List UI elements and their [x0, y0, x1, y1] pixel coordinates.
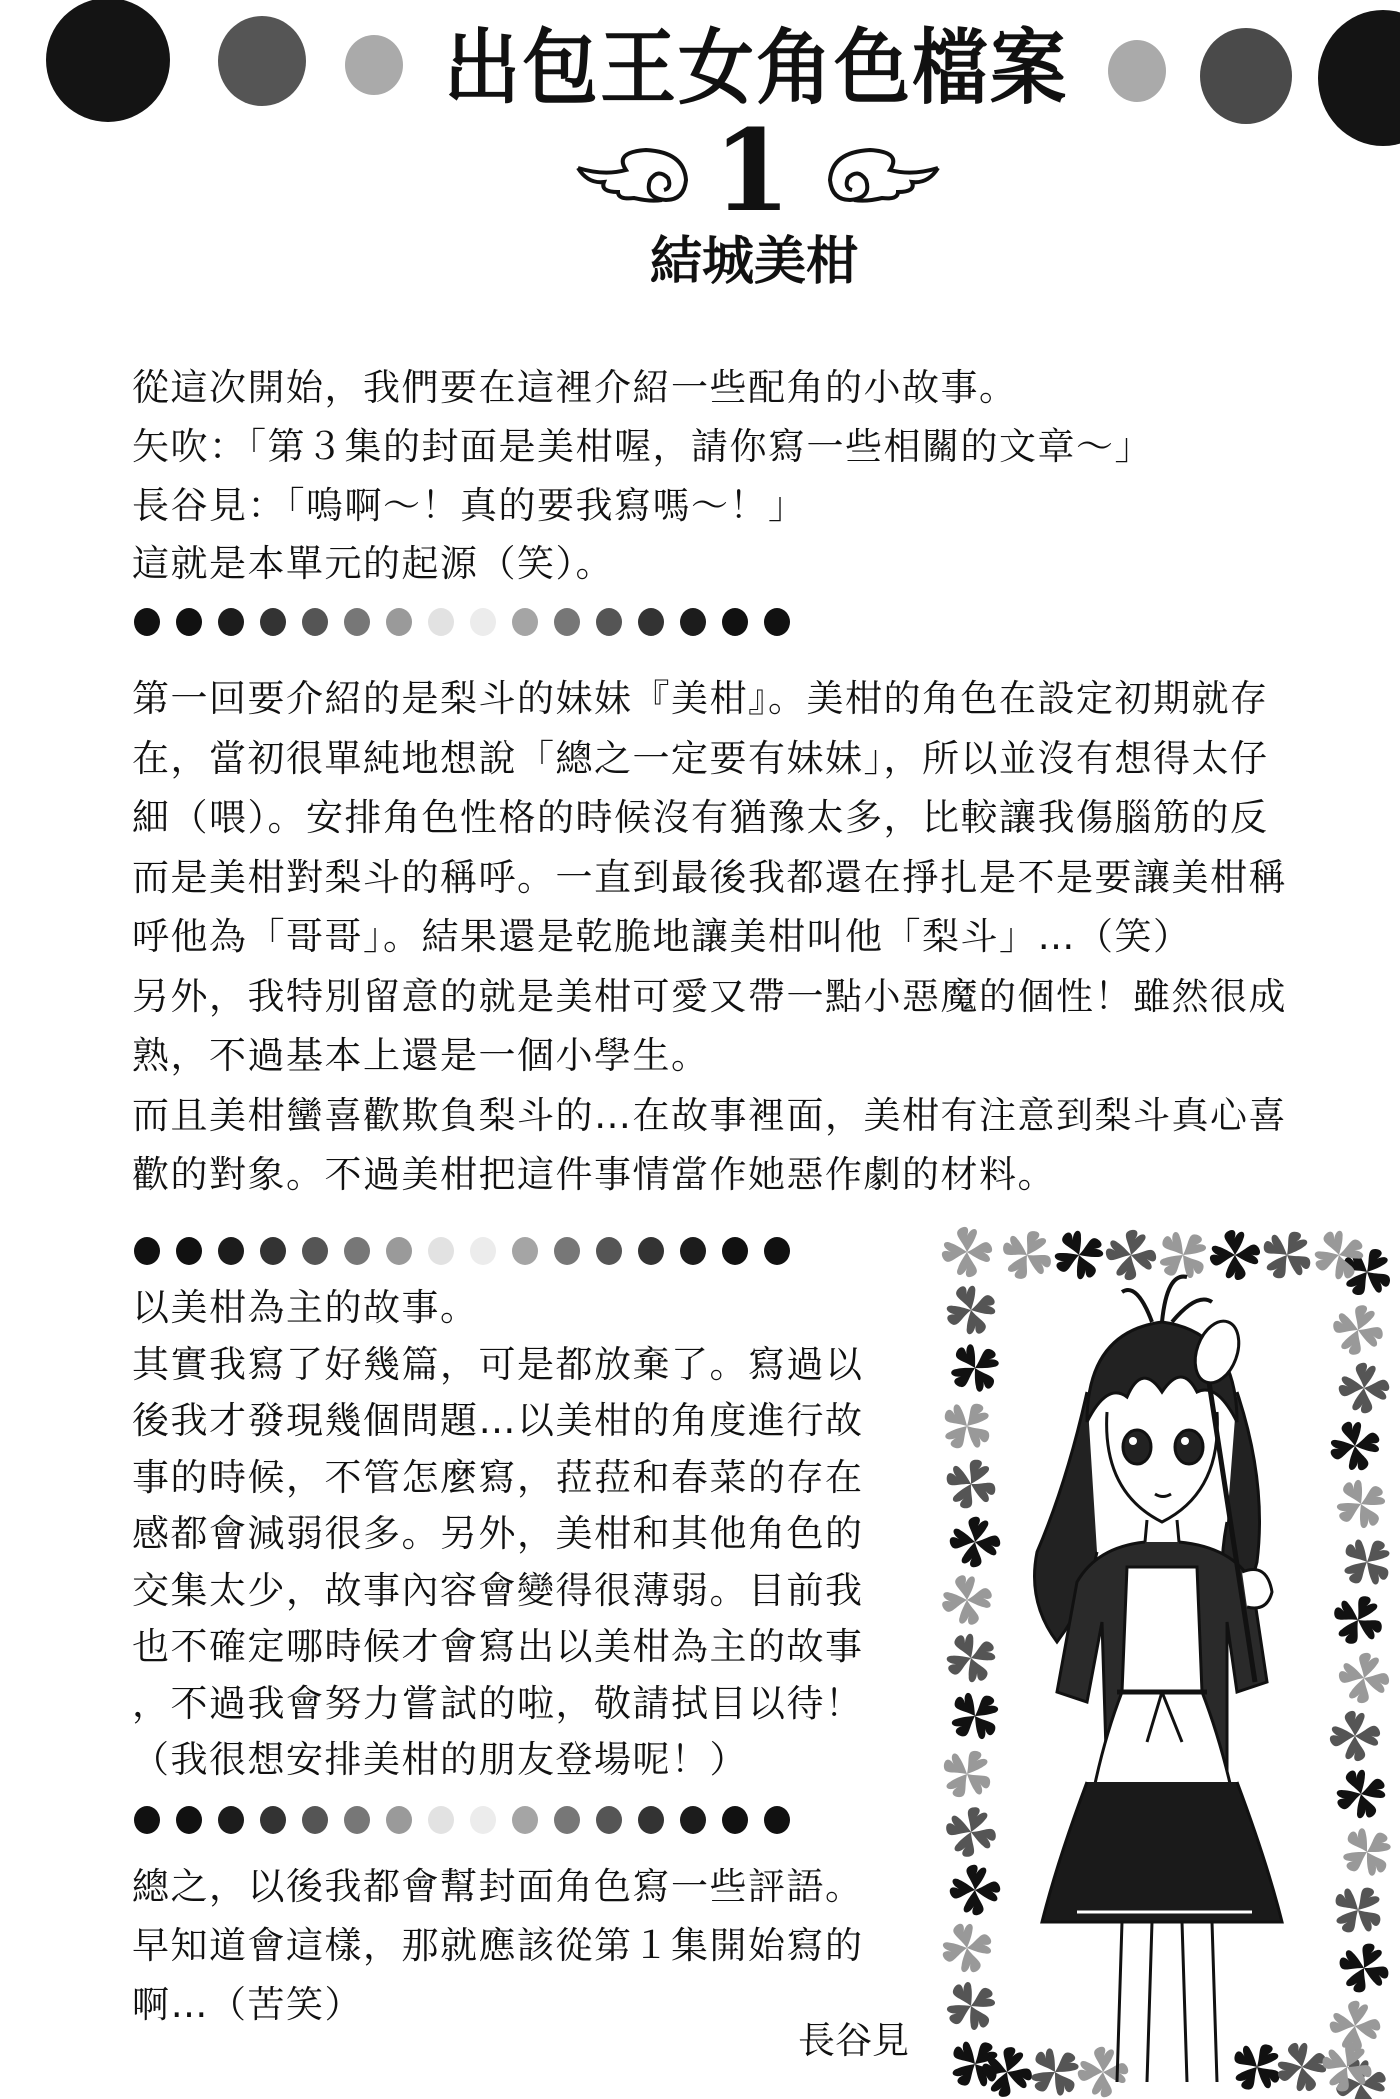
text-line: （我很想安排美柑的朋友登場呢！）	[132, 1738, 748, 1781]
clover-icon	[1252, 1222, 1322, 1290]
divider-dot	[344, 1806, 370, 1834]
clover-icon	[946, 1513, 1004, 1571]
divider-dot	[176, 1806, 202, 1834]
divider-dot	[260, 1237, 286, 1265]
divider-dot	[302, 1237, 328, 1265]
clover-icon	[1326, 1417, 1385, 1476]
text-line: 矢吹：「第３集的封面是美柑喔，請你寫一些相關的文章～」	[132, 424, 1153, 468]
text-line: 在，當初很單純地想說「總之一定要有妹妹」，所以並沒有想得太仔	[132, 736, 1269, 780]
divider-dot	[512, 1806, 538, 1834]
clover-icon	[939, 1572, 994, 1627]
decorative-circle-left-small	[345, 35, 403, 95]
divider-dot	[470, 1806, 496, 1834]
divider-dot	[176, 1237, 202, 1265]
divider-dot	[470, 608, 496, 636]
clover-icon	[937, 1918, 997, 1978]
clover-icon	[1327, 1470, 1395, 1538]
divider-dot	[428, 1237, 454, 1265]
divider-dot	[302, 1806, 328, 1834]
divider-dot	[134, 1237, 160, 1265]
divider-dot	[470, 1237, 496, 1265]
divider-dot	[386, 1806, 412, 1834]
text-line: 以美柑為主的故事。	[132, 1286, 479, 1329]
clover-icon	[1331, 1935, 1398, 2002]
text-line: 而且美柑蠻喜歡欺負梨斗的…在故事裡面，美柑有注意到梨斗真心喜	[132, 1093, 1287, 1137]
divider-dot	[428, 608, 454, 636]
divider-dot	[554, 1237, 580, 1265]
clover-icon	[942, 1227, 992, 1277]
divider-dot	[344, 608, 370, 636]
divider-dot	[596, 1237, 622, 1265]
divider-dot	[428, 1806, 454, 1834]
clover-icon	[1330, 1763, 1393, 1826]
clover-icon	[1101, 1225, 1162, 1286]
divider-dot	[680, 608, 706, 636]
clover-icon	[1272, 2037, 1332, 2097]
clover-icon	[937, 1739, 1002, 1809]
text-line: 另外，我特別留意的就是美柑可愛又帶一點小惡魔的個性！雖然很成	[132, 974, 1287, 1018]
text-line: 交集太少，故事內容會變得很薄弱。目前我	[132, 1568, 864, 1612]
divider-dot	[134, 1806, 160, 1834]
text-line: 第一回要介紹的是梨斗的妹妹『美柑』。美柑的角色在設定初期就存	[132, 677, 1269, 720]
divider-dot	[218, 1806, 244, 1834]
text-line: 感都會減弱很多。另外，美柑和其他角色的	[132, 1512, 864, 1555]
text-line: ，不過我會努力嘗試的啦，敬請拭目以待！	[132, 1681, 864, 1725]
clover-icon	[940, 1681, 1011, 1752]
text-line: 熟，不過基本上還是一個小學生。	[132, 1034, 710, 1077]
text-line: 細（喂）。安排角色性格的時候沒有猶豫太多，比較讓我傷腦筋的反	[132, 796, 1269, 839]
page-title: 出包王女角色檔案	[444, 19, 1068, 116]
clover-icon	[1209, 1229, 1261, 1281]
divider-dot	[554, 1806, 580, 1834]
divider-dot	[260, 608, 286, 636]
divider-dot	[722, 1806, 748, 1834]
divider-dot	[386, 608, 412, 636]
text-line: 從這次開始，我們要在這裡介紹一些配角的小故事。	[132, 366, 1018, 409]
divider-dot	[596, 608, 622, 636]
divider-dot	[638, 608, 664, 636]
divider-dot	[722, 1237, 748, 1265]
girl-figure	[1035, 1277, 1283, 2082]
clover-icon	[1332, 1817, 1400, 1887]
clover-icon	[1326, 1298, 1391, 1363]
wing-left-icon	[574, 148, 694, 204]
clover-icon	[1323, 1875, 1394, 1946]
clover-icon	[1046, 1222, 1112, 1288]
text-line: 總之，以後我都會幫封面角色寫一些評語。	[132, 1865, 864, 1908]
text-line: 長谷見：「嗚啊～！真的要我寫嗎～！」	[132, 483, 807, 527]
divider-dot	[344, 1237, 370, 1265]
divider-dot	[638, 1237, 664, 1265]
divider-dot	[302, 608, 328, 636]
decorative-circle-right-large	[1318, 10, 1400, 146]
profile-number: 1	[713, 106, 791, 237]
divider-dot	[386, 1237, 412, 1265]
divider-dot	[764, 608, 790, 636]
text-line: 呼他為「哥哥」。結果還是乾脆地讓美柑叫他「梨斗」…（笑）	[132, 915, 1192, 958]
text-line: 其實我寫了好幾篇，可是都放棄了。寫過以	[132, 1342, 864, 1386]
text-line: 啊…（苦笑）	[132, 1982, 363, 2026]
divider-dot	[134, 608, 160, 636]
text-line: 歡的對象。不過美柑把這件事情當作她惡作劇的材料。	[132, 1153, 1056, 1196]
clover-icon	[1148, 1222, 1219, 1290]
decorative-circle-right-medium	[1200, 28, 1292, 124]
divider-dot	[764, 1806, 790, 1834]
divider-dot	[512, 608, 538, 636]
divider-dot	[596, 1806, 622, 1834]
wing-right-icon	[822, 148, 942, 204]
divider-dot	[638, 1806, 664, 1834]
clover-icon	[1333, 1647, 1395, 1709]
clover-icon	[937, 1450, 1004, 1517]
clover-icon	[1324, 1586, 1393, 1655]
clover-icon	[1020, 2037, 1090, 2099]
clover-icon	[1329, 1710, 1380, 1761]
clover-icon	[993, 1222, 1062, 1289]
decorative-circle-left-medium	[218, 16, 306, 106]
clover-icon	[948, 1863, 1002, 1917]
decorative-circle-right-small	[1108, 40, 1166, 102]
divider-dot	[722, 608, 748, 636]
divider-dot	[260, 1806, 286, 1834]
clover-icon	[1077, 2046, 1130, 2099]
divider-dot	[680, 1806, 706, 1834]
clover-icon	[940, 1279, 1002, 1341]
clover-icon	[1337, 1361, 1391, 1415]
text-line: 事的時候，不管怎麼寫，菈菈和春菜的存在	[132, 1455, 864, 1499]
character-name: 結城美柑	[649, 232, 858, 292]
divider-dot	[176, 608, 202, 636]
clover-icon	[1331, 1526, 1400, 1597]
divider-dot	[764, 1237, 790, 1265]
divider-dot	[218, 608, 244, 636]
clover-icon	[937, 1390, 1003, 1461]
divider-dot	[554, 608, 580, 636]
author-signature: 長谷見	[798, 2019, 909, 2062]
divider-dot	[680, 1237, 706, 1265]
clover-icon	[937, 1972, 1005, 2040]
text-line: 也不確定哪時候才會寫出以美柑為主的故事	[132, 1625, 864, 1668]
text-line: 而是美柑對梨斗的稱呼。一直到最後我都還在掙扎是不是要讓美柑稱	[132, 855, 1287, 899]
clover-icon	[940, 1333, 1009, 1402]
clover-icon	[938, 1625, 1003, 1690]
divider-dot	[218, 1237, 244, 1265]
clover-icon	[939, 1800, 1003, 1864]
character-illustration	[937, 1222, 1400, 2099]
text-line: 後我才發現幾個問題…以美柑的角度進行故	[132, 1399, 864, 1442]
decorative-circle-left-large	[46, 0, 170, 122]
text-line: 早知道會這樣，那就應該從第１集開始寫的	[132, 1923, 864, 1967]
text-line: 這就是本單元的起源（笑）。	[132, 542, 614, 586]
divider-dot	[512, 1237, 538, 1265]
